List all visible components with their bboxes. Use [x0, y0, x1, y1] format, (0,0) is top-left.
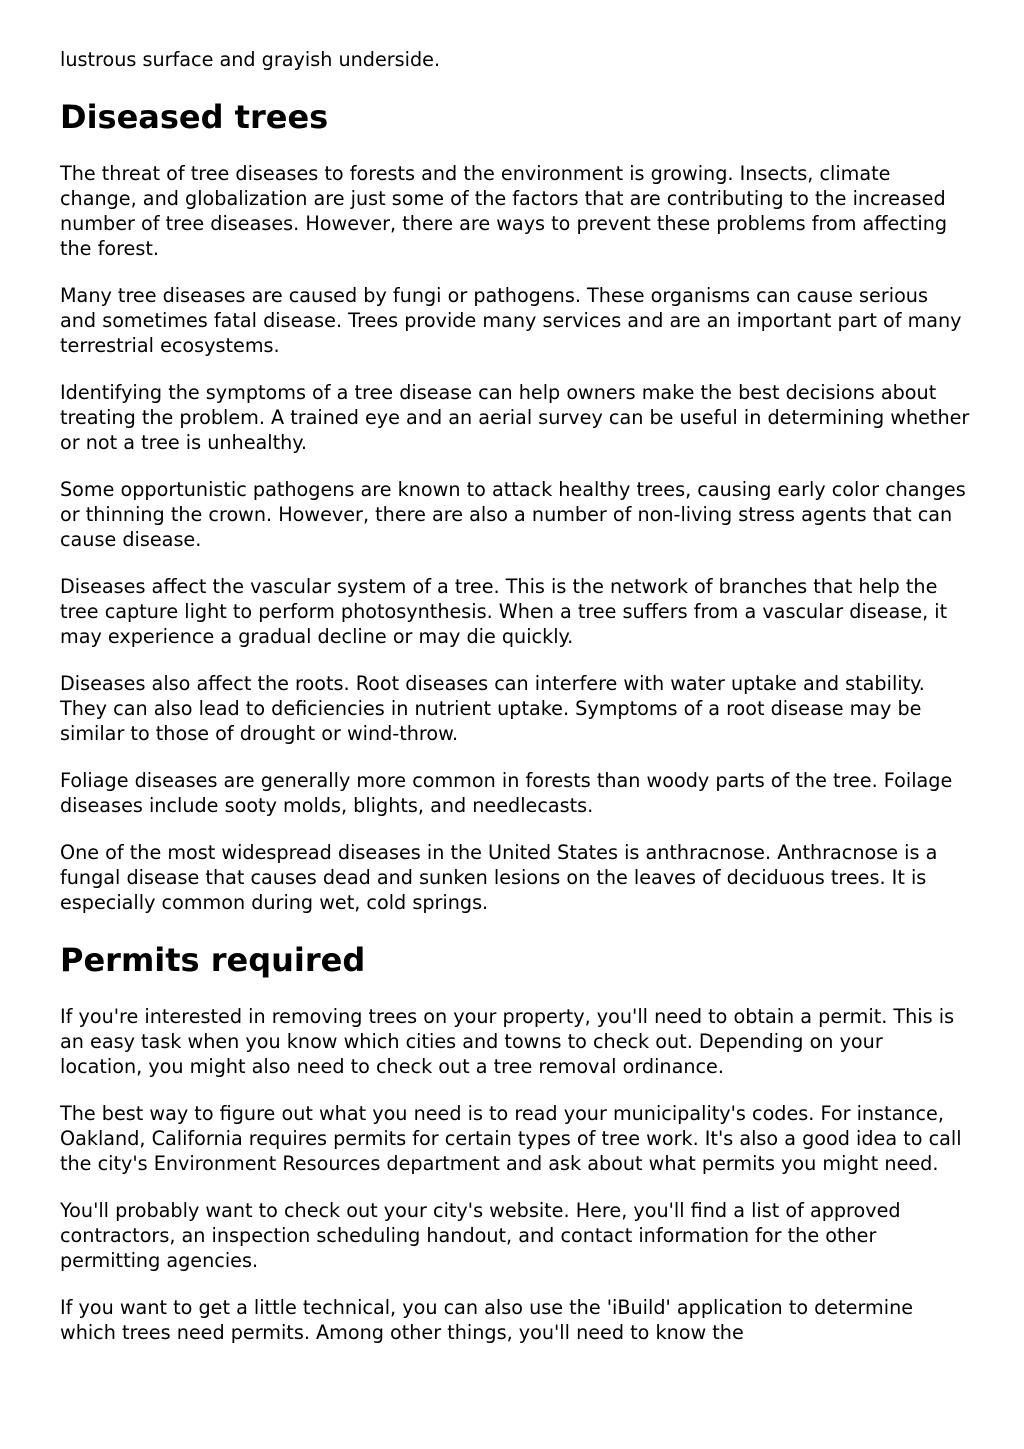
paragraph: Identifying the symptoms of a tree disease can help owners make the best decisions about treating the problem. A trained eye and an aerial survey can be useful in determining whether or not a tree is unhealthy.	[60, 381, 970, 454]
paragraph: You'll probably want to check out your city's website. Here, you'll find a list of approved contractors, an inspection scheduling handout, and contact information for the other permitting agencies.	[60, 1199, 901, 1272]
paragraph: The threat of tree diseases to forests and the environment is growing. Insects, climate change, and globalization are just some of the factors that are contributing to the increased number of tree diseases. However, there are ways to prevent these problems from affecting the forest.	[60, 162, 948, 260]
paragraph: Diseases also affect the roots. Root diseases can interfere with water uptake and stability. They can also lead to deficiencies in nutrient uptake. Symptoms of a root disease may be similar to those of drought or wind-throw.	[60, 672, 925, 745]
intro-fragment: lustrous surface and grayish underside.	[60, 48, 441, 71]
paragraph: Many tree diseases are caused by fungi or pathogens. These organisms can cause serious and sometimes fatal disease. Trees provide many services and are an important part of many terrestrial ecosystems.	[60, 284, 962, 357]
paragraph: Diseases affect the vascular system of a tree. This is the network of branches that help the tree capture light to perform photosynthesis. When a tree suffers from a vascular disease, it may experience a gradual decline or may die quickly.	[60, 575, 948, 648]
heading-permits-required: Permits required	[60, 941, 366, 979]
paragraph: Some opportunistic pathogens are known to attack healthy trees, causing early color changes or thinning the crown. However, there are also a number of non-living stress agents that can cause disease.	[60, 478, 966, 551]
paragraph: If you're interested in removing trees on your property, you'll need to obtain a permit. This is an easy task when you know which cities and towns to check out. Depending on your location, you might also need to check out a tree removal ordinance.	[60, 1005, 955, 1078]
heading-diseased-trees: Diseased trees	[60, 98, 329, 136]
document-page	[60, 47, 970, 1345]
paragraph: The best way to figure out what you need is to read your municipality's codes. For instance, Oakland, California requires permits for certain types of tree work. It's also a good idea to call the city's Environment Resources department and ask about what permits you might need.	[60, 1102, 962, 1175]
paragraph: If you want to get a little technical, you can also use the 'iBuild' application to determine which trees need permits. Among other things, you'll need to know the	[60, 1296, 914, 1344]
paragraph: Foliage diseases are generally more common in forests than woody parts of the tree. Foilage diseases include sooty molds, blights, and needlecasts.	[60, 769, 953, 817]
paragraph: One of the most widespread diseases in the United States is anthracnose. Anthracnose is a fungal disease that causes dead and sunken lesions on the leaves of deciduous trees. It is especially common during wet, cold springs.	[60, 841, 938, 914]
